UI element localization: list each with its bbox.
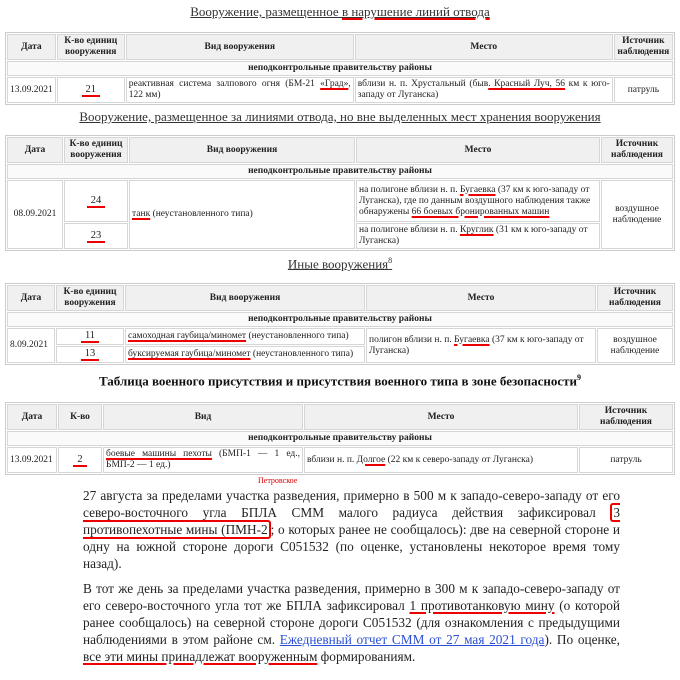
subheader: неподконтрольные правительству районы: [7, 431, 673, 446]
title-highlight: в нарушение линий отвода: [341, 4, 490, 19]
type-cell: [126, 77, 354, 103]
text: км к юго-западу от Луганска): [357, 79, 610, 100]
date-cell: 08.09.2021: [7, 180, 63, 249]
text: реактивная система залпового огня (БМ-21: [128, 79, 321, 89]
text: В тот же день за пределами участка разведения, примерно в 300 м к западо-северо-западу от его северо-восточного угла тот же БПЛА зафиксировал: [83, 581, 620, 613]
highlight: Бугаевка: [459, 184, 496, 195]
place-cell: [356, 180, 600, 222]
header-place: Место: [356, 137, 600, 163]
table-row: [7, 180, 673, 222]
header-source: Источник наблюдения: [579, 404, 673, 430]
title-text: Таблица военного присутствия и присутствия военного типа в зоне безопасности: [98, 373, 578, 389]
section1-title: [0, 4, 680, 20]
text: на полигоне вблизи н. п.: [359, 225, 460, 235]
highlight: Бугаевка: [454, 334, 490, 345]
title-part: Вооружение, размещенное: [190, 4, 342, 19]
table-violations: [5, 32, 675, 105]
section3-title: [0, 256, 680, 272]
table-outside-lines: [5, 135, 675, 251]
subheader: неподконтрольные правительству районы: [7, 164, 673, 179]
footnote: 9: [577, 373, 582, 382]
text: полигон вблизи н. п.: [369, 334, 455, 345]
text: (37 км к юго-западу от Луганска): [369, 334, 584, 356]
paragraph-2: [83, 580, 620, 665]
text: , 122 мм): [128, 79, 351, 100]
date-cell: 13.09.2021: [7, 447, 57, 473]
text: на полигоне вблизи н. п.: [359, 184, 460, 195]
footnote: 8: [388, 256, 393, 265]
header-place: Место: [366, 285, 596, 311]
text: (37 км к юго-западу от Луганска), где по данным воздушного наблюдения также обнаружены: [359, 184, 591, 217]
subheader: неподконтрольные правительству районы: [7, 312, 673, 327]
table-row: [7, 328, 673, 345]
type-cell: [125, 328, 365, 345]
header-source: Источник наблюдения: [597, 285, 673, 311]
header-type: Вид вооружения: [129, 137, 355, 163]
table-row: [7, 447, 673, 473]
text: (неустановленного типа): [250, 349, 354, 359]
text: 27 августа за пределами участка разведения, примерно в 500 м к западо-северо-западу от его северо-восточного угла БПЛА СММ малого радиуса действия зафиксировал: [83, 488, 620, 520]
place-cell: [304, 447, 578, 473]
source-cell: патруль: [579, 447, 673, 473]
header-type: Вид вооружения: [126, 34, 354, 60]
header-source: Источник наблюдения: [601, 137, 673, 163]
highlight: танк: [132, 209, 151, 219]
highlight: самоходная гаубица/миномет: [128, 331, 247, 341]
highlight: . Красный Луч, 56: [488, 79, 566, 89]
header-qty: К-во единиц вооружения: [56, 285, 124, 311]
text: формированиям.: [317, 649, 416, 664]
section4-title: [0, 373, 680, 389]
text: вблизи н. п.: [307, 454, 357, 465]
text: вблизи н. п. Хрустальный (быв: [357, 79, 489, 89]
place-cell: [355, 77, 613, 103]
qty-cell: 21: [82, 84, 101, 97]
header-qty: К-во единиц вооружения: [64, 137, 128, 163]
place-cell: [356, 223, 600, 249]
highlight: 1 противотанковую мину: [409, 598, 555, 613]
table-row: [7, 77, 673, 103]
highlight: «Град»: [320, 79, 349, 89]
table-military-presence: [5, 402, 675, 475]
text: (неустановленного типа): [246, 331, 349, 341]
text: (31 км к юго-западу от Луганска): [359, 225, 588, 246]
type-cell: [125, 346, 365, 363]
boxed-highlight: 3 противопехотные мины (ПМН-2: [83, 505, 620, 537]
text: (о которой ранее сообщалось) на северной стороне дороги С051532 (для ознакомления с предыдущими наблюдениями в этом районе см.: [83, 598, 621, 647]
highlight: Долгое: [356, 454, 386, 465]
section2-title: Вооружение, размещенное за линиями отвода, но вне выделенных мест хранения вооружения: [79, 109, 601, 124]
qty-cell: 13: [81, 348, 100, 361]
header-date: Дата: [7, 285, 55, 311]
source-cell: воздушное наблюдение: [601, 180, 673, 249]
header-qty: К-во единиц вооружения: [57, 34, 125, 60]
type-cell: [129, 180, 355, 249]
header-qty: К-во: [58, 404, 102, 430]
header-place: Место: [304, 404, 578, 430]
header-type: Вид: [103, 404, 303, 430]
daily-report-link[interactable]: Ежедневный отчет СММ от 27 мая 2021 года: [279, 632, 545, 647]
highlight: Круглик: [459, 225, 494, 235]
text: (22 км к северо-западу от Луганска): [385, 454, 534, 465]
qty-cell: 23: [87, 230, 106, 243]
text: (БМП-1 — 1 ед., БМП-2 — 1 ед.): [106, 449, 300, 470]
highlight: 66 боевых бронированных машин: [411, 206, 550, 217]
subheader: неподконтрольные правительству районы: [7, 61, 673, 76]
header-date: Дата: [7, 137, 63, 163]
highlight: буксируемая гаубица/миномет: [128, 349, 251, 359]
source-cell: воздушное наблюдение: [597, 328, 673, 363]
header-type: Вид вооружения: [125, 285, 365, 311]
text: ; о которых ранее не сообщалось): две на северной стороне и одну на южной стороне дороги С051532 (по оценке, установлены некоторое время тому назад).: [83, 522, 620, 571]
qty-cell: 2: [73, 454, 86, 467]
date-cell: 13.09.2021: [7, 77, 56, 103]
table-other-weapons: [5, 283, 675, 365]
qty-cell: 11: [81, 330, 99, 343]
text: ). По оценке,: [544, 632, 620, 647]
highlight: все эти мины принадлежат вооруженным: [83, 649, 318, 664]
title-text: Иные вооружения: [287, 256, 389, 272]
header-place: Место: [355, 34, 613, 60]
source-cell: патруль: [614, 77, 673, 103]
text: (неустановленного типа): [150, 209, 253, 219]
header-source: Источник наблюдения: [614, 34, 673, 60]
header-date: Дата: [7, 34, 56, 60]
highlight: боевые машины пехоты: [106, 449, 212, 459]
qty-cell: 24: [87, 195, 106, 208]
date-cell: 8.09.2021: [7, 328, 55, 363]
type-cell: [103, 447, 303, 473]
paragraph-1: [83, 487, 620, 572]
handwritten-annotation: Петровское: [258, 476, 298, 485]
header-date: Дата: [7, 404, 57, 430]
place-cell: [366, 328, 596, 363]
